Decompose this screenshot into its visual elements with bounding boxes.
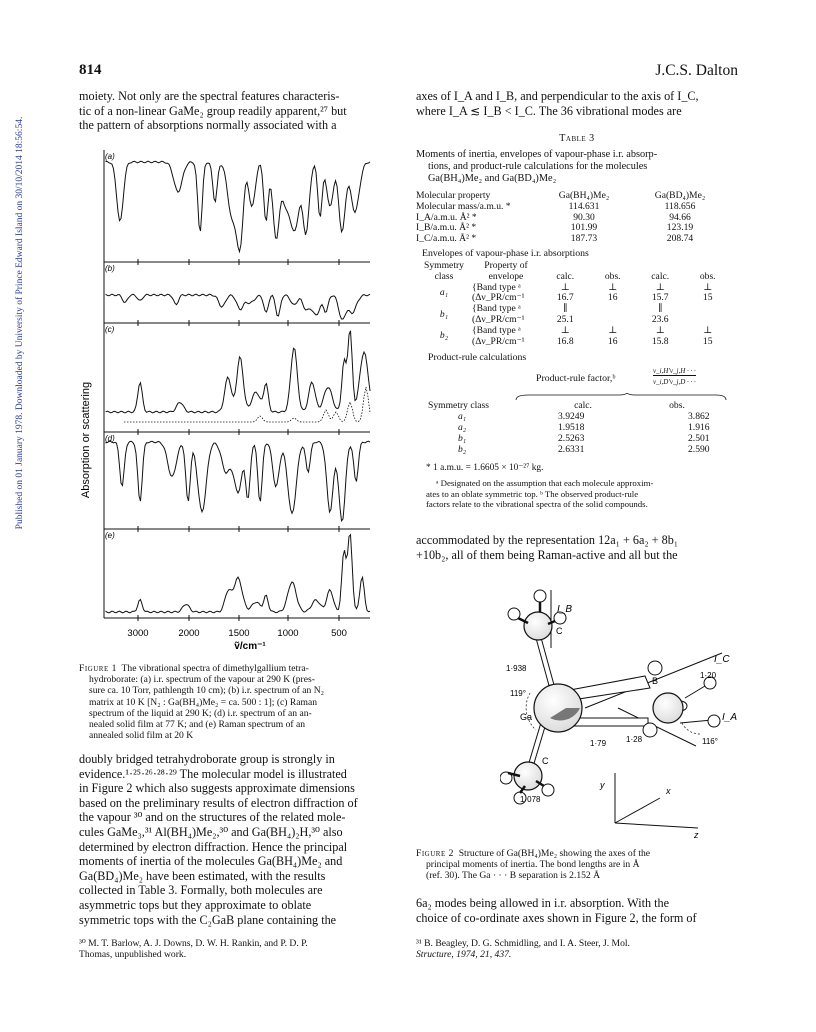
panel-label-a: (a) [105, 152, 115, 161]
left-body-text [79, 752, 400, 927]
col-header: obs. [604, 270, 621, 282]
footnote-30 [79, 938, 400, 960]
figure-2-caption [416, 848, 738, 882]
table-title-line: Ga(BH₄)Me₂ and Ga(BD₄)Me₂ [428, 173, 557, 184]
cell: a₂ [458, 421, 467, 433]
spectrum-trace [106, 294, 370, 319]
panel-label-e: (e) [105, 531, 115, 540]
cell: Molecular mass/a.m.u. * [416, 200, 511, 212]
text-line: +10b₂, all of them being Raman-active and all but the [416, 547, 678, 562]
caption-line: principal moments of inertia. The bond lengths are in Å [426, 859, 640, 871]
col-header: calc. [574, 400, 592, 412]
cell: 208.74 [666, 233, 694, 245]
label-ia: I_A [722, 712, 738, 723]
fraction-top: ν_i,H′ν_j,H · · · [653, 367, 696, 376]
caption-line: matrix at 10 K [N₂ : Ga(BH₄)Me₂ = ca. 500 : 1]; (c) Raman [89, 696, 318, 708]
text-line: tic of a non-linear GaMe₂ group readily apparent,²⁷ but [79, 103, 347, 118]
c-atom-top [524, 612, 552, 640]
moments-table [416, 191, 728, 245]
cell: 25.1 [556, 313, 574, 325]
cell: 94.66 [669, 211, 691, 223]
cell: 1.916 [688, 421, 710, 433]
col-header: Ga(BH₄)Me₂ [558, 190, 610, 201]
cell: b₁ [439, 308, 449, 320]
spectrum-trace [106, 161, 370, 251]
cell: ⊥ [608, 324, 618, 336]
text-line: choice of co-ordinate axes shown in Figure 2, the form of [416, 910, 697, 925]
x-tick-3000: 3000 [127, 628, 149, 639]
caption-line: nealed solid film at 77 K; and (e) Raman spectrum of an [89, 719, 306, 731]
spectrum-frame [104, 432, 370, 529]
table-row [416, 445, 726, 456]
table-row [416, 434, 726, 445]
figure-2-caption-label: Figure 2 [416, 848, 454, 859]
label-y: y [600, 780, 605, 790]
text-line: based on the preliminary results of electron diffraction of [79, 795, 358, 810]
x-axis-line [615, 798, 660, 823]
cell: ⊥ [655, 281, 665, 293]
figure-1-xlabel: ṽ/cm⁻¹ [234, 641, 266, 652]
cell: (Δν_PR/cm⁻¹ [472, 335, 525, 347]
footnote-31 [416, 938, 738, 960]
cell: I_B/a.m.u. Å² * [416, 222, 477, 234]
caption-line: hydroborate: (a) i.r. spectrum of the vapour at 290 K (pres- [89, 674, 315, 686]
cell: 15.7 [651, 292, 669, 304]
h-atom [708, 715, 720, 727]
table-note-line: ᵃ Designated on the assumption that each molecule approxim- [436, 478, 654, 489]
label-a1: 119° [510, 689, 526, 698]
cell: ⊥ [703, 281, 713, 293]
label-d2: 1·078 [520, 795, 541, 804]
cell: 15 [702, 335, 713, 347]
text-line: accommodated by the representation 12a₁ + 6a₂ + 8b₁ [416, 533, 679, 547]
cell: (Δν_PR/cm⁻¹ [472, 292, 525, 304]
footnote-line: Thomas, unpublished work. [79, 949, 187, 961]
table-3-title [416, 149, 738, 185]
right-paragraph-1 [416, 89, 738, 118]
cell: ⊥ [560, 324, 570, 336]
cell: {Band type ᵃ [472, 303, 521, 315]
cell: b₂ [439, 330, 449, 342]
text-line: 6a₂ modes being allowed in i.r. absorption. With the [416, 896, 669, 910]
text-line: moments of inertia of the molecules Ga(BH₄)Me₂ and [79, 854, 343, 869]
cell: 90.30 [573, 211, 595, 223]
cell: 118.656 [664, 200, 696, 212]
cell: ∥ [658, 303, 663, 315]
label-d5: 1·20 [700, 671, 717, 680]
table-title-line: tions, and product-rule calculations for the molecules [428, 161, 648, 172]
footnote-line: Structure, 1974, 21, 437. [416, 949, 512, 961]
table-3-label: Table 3 [559, 133, 595, 144]
product-rule-factor [416, 367, 738, 393]
footnote-line: ³⁰ M. T. Barlow, A. J. Downs, D. W. H. Rankin, and P. D. P. [79, 938, 308, 949]
text-line: cules GaMe₃,³¹ Al(BH₄)Me₂,³⁰ and Ga(BH₄)₂H,³⁰ also [79, 824, 343, 839]
caption-line: spectrum of the liquid at 290 K; (d) i.r. spectrum of an an- [89, 707, 312, 719]
figure-2-structure [500, 568, 740, 848]
cell: (Δν_PR/cm⁻¹ [472, 313, 525, 325]
figure-1-spectra [80, 140, 410, 652]
cell: 2.590 [688, 443, 710, 455]
text-line: doubly bridged tetrahydroborate group is strongly in [79, 752, 335, 766]
figure-1-ylabel: Absorption or scattering [80, 381, 92, 499]
cell: 3.862 [688, 411, 710, 423]
panel-label-d: (d) [105, 434, 115, 443]
label-c2: C [542, 756, 549, 766]
label-ga: Ga [520, 712, 533, 722]
table-row [416, 202, 728, 213]
cell: 114.631 [568, 200, 600, 212]
cell: ⊥ [703, 324, 713, 336]
label-a2: 116° [702, 737, 718, 746]
col-header: Property of [484, 259, 528, 271]
spectrum-trace [106, 535, 370, 613]
text-line: the pattern of absorptions normally associated with a [79, 118, 337, 133]
cell: 2.5263 [558, 432, 585, 444]
product-rule-table [416, 401, 726, 455]
text-line: determined by electron diffraction. Hence the principal [79, 839, 348, 854]
page-number: 814 [79, 62, 102, 78]
b-atom [653, 693, 683, 723]
x-tick-500: 500 [331, 628, 347, 639]
label-c1: C [556, 626, 563, 636]
cell: 187.73 [570, 233, 598, 245]
cell: {Band type ᵃ [472, 324, 521, 336]
bridge-bond-1 [570, 676, 650, 700]
cell: 2.501 [688, 432, 710, 444]
cell: 15 [702, 292, 713, 304]
panel-label-b: (b) [105, 264, 115, 273]
table-note-line: ates to an oblate symmetric top. ᵇ The observed product-rule [426, 488, 639, 499]
product-rule-factor-label: Product-rule factor,ᵇ [536, 373, 616, 385]
cell: 16 [607, 335, 618, 347]
cell: a₁ [439, 286, 449, 298]
cell: 3.9249 [558, 411, 585, 423]
left-paragraph-1 [79, 89, 400, 133]
label-z: z [694, 830, 699, 840]
x-tick-1000: 1000 [277, 628, 299, 639]
spectrum-trace [106, 441, 370, 521]
cell: 2.6331 [558, 443, 585, 455]
cell: 123.19 [666, 222, 694, 234]
table-notes [426, 478, 738, 509]
table-row [416, 326, 730, 337]
table-3 [416, 133, 738, 510]
cell: 23.6 [651, 313, 669, 325]
table-title-line: Moments of inertia, envelopes of vapour-phase i.r. absorp- [416, 149, 658, 160]
caption-line: (ref. 30). The Ga · · · B separation is 2.152 Å [426, 870, 601, 882]
cell: 16.7 [556, 292, 574, 304]
spectrum-trace [106, 331, 370, 413]
cell: 101.99 [570, 222, 598, 234]
col-header: envelope [488, 270, 524, 282]
label-b: B [652, 676, 659, 686]
label-d4: 1·28 [626, 735, 643, 744]
caption-line: annealed solid film at 20 K [89, 730, 194, 742]
text-line: symmetric tops with the C₂GaB plane containing the [79, 912, 337, 927]
spectrum-frame [104, 150, 370, 262]
footnote-line: ³¹ B. Beagley, D. G. Schmidling, and I. A. Steer, J. Mol. [416, 938, 630, 949]
cell: ⊥ [655, 324, 665, 336]
label-x: x [666, 786, 671, 796]
col-header: obs. [699, 270, 716, 282]
col-header: Symmetry [424, 259, 464, 271]
journal-header: J.C.S. Dalton [655, 62, 738, 79]
text-line: the vapour ³⁰ and on the structures of the related mole- [79, 810, 346, 825]
cell: ∥ [563, 303, 568, 315]
cell: 16 [607, 292, 618, 304]
table-note-line: factors relate to the vibrational spectra of the solid compounds. [426, 499, 648, 510]
cell: 16.8 [556, 335, 574, 347]
cell: 15.8 [651, 335, 669, 347]
figure-1-caption-label: Figure 1 [79, 663, 117, 674]
col-header: calc. [651, 270, 670, 282]
spectrum-frame [104, 262, 370, 323]
text-line: asymmetric tops but they approximate to oblate [79, 897, 312, 912]
sidebar-download-note: Published on 01 January 1978. Downloaded by University of Prince Edward Island on 30/10/2014 18:56:54. [15, 116, 25, 530]
h-atom [643, 723, 657, 737]
h-atom [534, 590, 546, 602]
text-line: collected in Table 3. Formally, both molecules are [79, 883, 323, 898]
text-line: in Figure 2 which also suggests approximate dimensions [79, 781, 355, 796]
table-row [416, 234, 728, 245]
product-rule-title: Product-rule calculations [428, 352, 527, 364]
cell: ⊥ [560, 281, 570, 293]
x-tick-1500: 1500 [228, 628, 250, 639]
cell: I_C/a.m.u. Å² * [416, 233, 477, 245]
text-line: evidence.¹·²⁵·²⁶·²⁸·²⁹ The molecular model is illustrated [79, 766, 347, 781]
figure-1-caption [79, 663, 400, 741]
right-paragraph-3 [416, 896, 738, 925]
text-line: moiety. Not only are the spectral features characteris- [79, 89, 340, 103]
text-line: where I_A ≲ I_B < I_C. The 36 vibrational modes are [416, 103, 682, 118]
cell: {Band type ᵃ [472, 281, 521, 293]
angle-arc [682, 723, 700, 734]
col-header: class [434, 270, 454, 282]
z-axis-line [615, 823, 698, 828]
envelopes-table [416, 261, 730, 347]
text-line: axes of I_A and I_B, and perpendicular to the axis of I_C, [416, 89, 699, 103]
fraction-bottom: ν_i,D′ν_j,D · · · [653, 378, 696, 387]
caption-line: The vibrational spectra of dimethylgallium tetra- [121, 663, 309, 674]
col-header: calc. [556, 270, 575, 282]
label-d1: 1·938 [506, 664, 527, 673]
cell: b₁ [458, 432, 467, 444]
envelopes-title: Envelopes of vapour-phase i.r. absorptions [422, 247, 589, 259]
right-paragraph-2 [416, 533, 738, 562]
text-line: Ga(BD₄)Me₂ have been estimated, with the results [79, 868, 326, 883]
cell: I_A/a.m.u. Å² * [416, 211, 477, 223]
col-header: Ga(BD₄)Me₂ [654, 190, 706, 201]
label-ib: I_B [557, 604, 573, 615]
col-header: obs. [669, 400, 685, 412]
bridge-bond-2 [570, 718, 648, 726]
cell: 1.9518 [558, 421, 585, 433]
cell: b₂ [458, 443, 467, 455]
cell [685, 304, 730, 315]
spectrum-frame [104, 529, 370, 618]
caption-line: Structure of Ga(BH₄)Me₂ showing the axes of the [458, 848, 651, 859]
h-atom [648, 661, 662, 675]
col-header: Symmetry class [428, 400, 490, 412]
col-header: Molecular property [416, 190, 491, 201]
caption-line: sure ca. 10 Torr, pathlength 10 cm); (b) i.r. spectrum of an N₂ [89, 685, 324, 697]
table-note-star: * 1 a.m.u. = 1.6605 × 10⁻²⁷ kg. [426, 463, 544, 474]
label-d3: 1·79 [590, 739, 607, 748]
label-ic: I_C [714, 654, 730, 665]
cell: ⊥ [608, 281, 618, 293]
cell: a₁ [458, 411, 467, 423]
x-tick-2000: 2000 [178, 628, 200, 639]
cell [590, 304, 635, 315]
panel-label-c: (c) [105, 325, 115, 334]
